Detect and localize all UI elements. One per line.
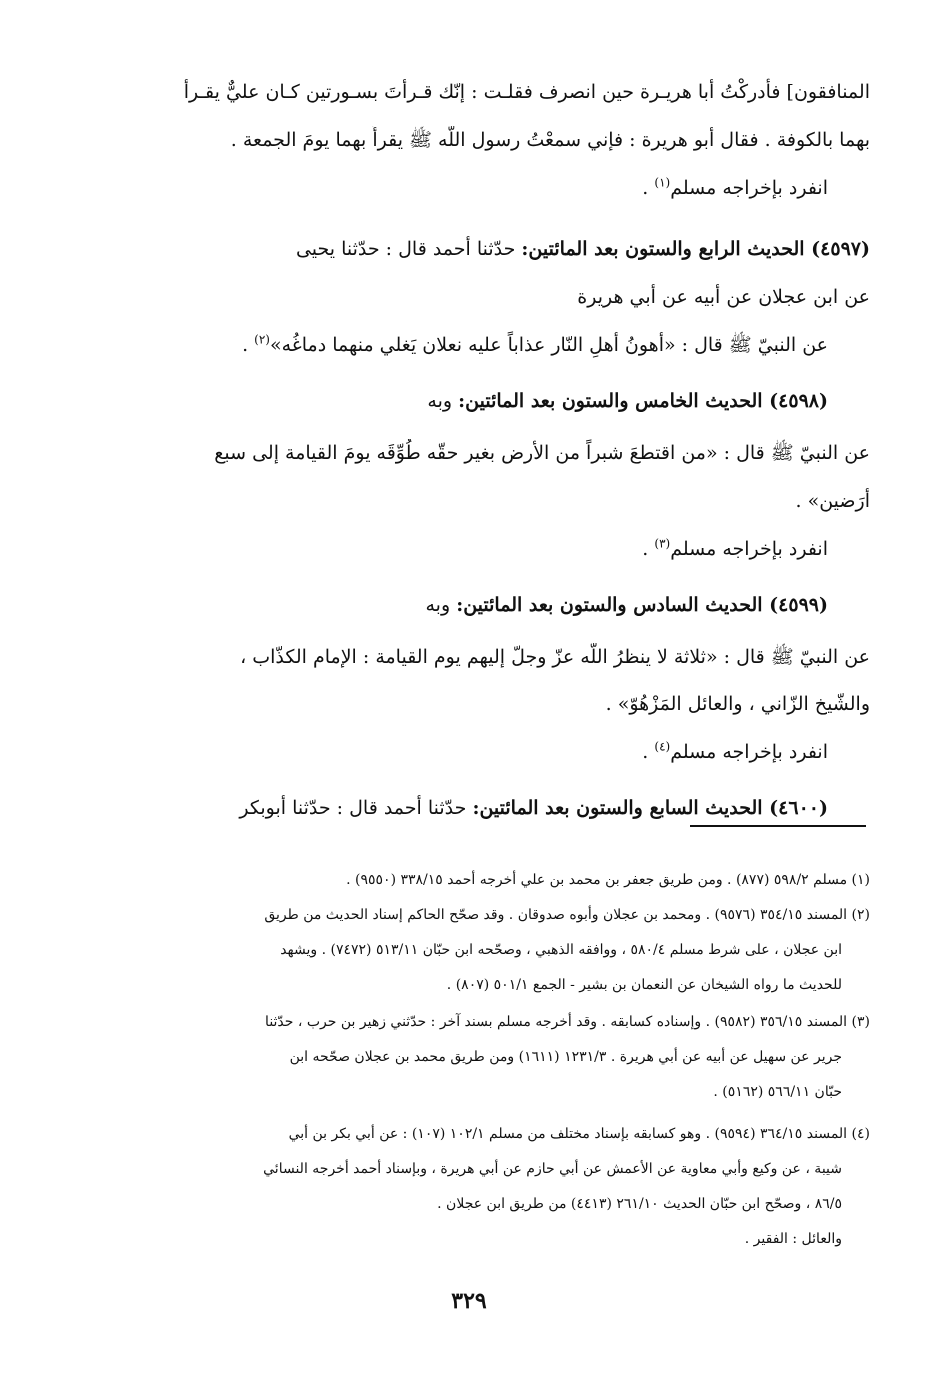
- body-line: بهما بالكوفة . فقال أبو هريرة : فإني سمعْتُ رسول اللّه ﷺ يقرأُ بهما يومَ الجمعة .: [230, 129, 870, 151]
- footnote-separator: [690, 825, 866, 827]
- footnote-line: حبّان ٥٦٦/١١ (٥١٦٢) .: [713, 1084, 842, 1100]
- body-line: انفرد بإخراجه مسلم$^{(١)}$ .: [642, 175, 828, 199]
- footnote-line: (٢) المسند ٣٥٤/١٥ (٩٥٧٦) . ومحمد بن عجلان وأبوه صدوقان . وقد صحّح الحاكم إسناد الحديث من طريق: [264, 907, 870, 923]
- body-line: أرَضين» .: [795, 490, 870, 512]
- footnote-line: (١) مسلم ٥٩٨/٢ (٨٧٧) . ومن طريق جعفر بن محمد بن علي أخرجه أحمد ٣٣٨/١٥ (٩٥٥٠) .: [346, 872, 870, 888]
- body-line: انفرد بإخراجه مسلم$^{(٣)}$ .: [642, 536, 828, 560]
- hadith-number: (٤٥٩٧): [811, 238, 870, 260]
- body-line: انفرد بإخراجه مسلم$^{(٤)}$ .: [642, 739, 828, 763]
- footnote-ref[interactable]: (١): [654, 175, 671, 190]
- footnote-line: (٤) المسند ٣٦٤/١٥ (٩٥٩٤) . وهو كسابقه بإسناد مختلف من مسلم ١٠٢/١ (١٠٧) : عن أبي بكر بن أبي: [288, 1126, 870, 1142]
- footnote-line: شيبة ، عن وكيع وأبي معاوية عن الأعمش عن أبي حازم عن أبي هريرة ، وبإسناد أحمد أخرجه النسائي: [263, 1161, 842, 1177]
- body-line: عن النبيّ ﷺ قال : «من اقتطعَ شبراً من الأرض بغير حقّه طُوِّقَه يومَ القيامة إلى سبع: [214, 442, 870, 464]
- hadith-title: الحديث الرابع والستون بعد المائتين:: [521, 238, 812, 260]
- body-line: عن النبيّ ﷺ قال : «أهونُ أهلِ النّار عذاباً عليه نعلان يَغلي منهما دماغُه»$^{(٢)}$ .: [242, 332, 828, 356]
- hadith-number: (٤٥٩٨): [769, 390, 828, 412]
- hadith-number: (٤٥٩٩): [769, 594, 828, 616]
- page-number: ٣٢٩: [451, 1288, 487, 1314]
- body-line: المنافقون] فأدركْتُ أبا هريـرة حين انصرف فقلـت : إنّك قـرأتَ بسـورتين كـان عليٌّ يقـرأ: [183, 81, 870, 103]
- hadith-title: الحديث الخامس والستون بعد المائتين:: [458, 390, 770, 412]
- footnote-line: جرير عن سهيل عن أبيه عن أبي هريرة . ١٢٣١/٣ (١٦١١) ومن طريق محمد بن عجلان صحّحه ابن: [289, 1049, 842, 1065]
- footnote-ref[interactable]: (٣): [654, 536, 671, 551]
- body-line: عن النبيّ ﷺ قال : «ثلاثة لا ينظرُ اللّه عزّ وجلّ إليهم يوم القيامة : الإمام الكذّاب ،: [240, 646, 870, 668]
- footnote-line: والعائل : الفقير .: [744, 1231, 842, 1247]
- hadith-heading: (٤٥٩٧) الحديث الرابع والستون بعد المائتين: حدّثنا أحمد قال : حدّثنا يحيى: [295, 238, 870, 260]
- hadith-title: الحديث السادس والستون بعد المائتين:: [456, 594, 770, 616]
- footnote-line: ٨٦/٥ ، وصحّح ابن حبّان الحديث ٢٦١/١٠ (٤٤١٣) من طريق ابن عجلان .: [437, 1196, 842, 1212]
- footnote-line: للحديث ما رواه الشيخان عن النعمان بن بشير - الجمع ٥٠١/١ (٨٠٧) .: [446, 977, 842, 993]
- footnote-line: (٣) المسند ٣٥٦/١٥ (٩٥٨٢) . وإسناده كسابقه . وقد أخرجه مسلم بسند آخر : حدّثني زهير بن حرب ، حدّثنا: [265, 1014, 870, 1030]
- hadith-heading: (٤٥٩٨) الحديث الخامس والستون بعد المائتين: وبه: [427, 390, 828, 412]
- footnote-ref[interactable]: (٤): [654, 739, 671, 754]
- hadith-title: الحديث السابع والستون بعد المائتين:: [472, 797, 770, 819]
- hadith-number: (٤٦٠٠): [769, 797, 828, 819]
- hadith-heading: (٤٦٠٠) الحديث السابع والستون بعد المائتين: حدّثنا أحمد قال : حدّثنا أبوبكر: [239, 797, 828, 819]
- footnote-ref[interactable]: (٢): [254, 332, 270, 347]
- body-line: عن ابن عجلان عن أبيه عن أبي هريرة: [577, 286, 870, 308]
- hadith-heading: (٤٥٩٩) الحديث السادس والستون بعد المائتين: وبه: [425, 594, 828, 616]
- footnote-line: ابن عجلان ، على شرط مسلم ٥٨٠/٤ ، ووافقه الذهبي ، وصحّحه ابن حبّان ٥١٣/١١ (٧٤٧٢) . ويشهد: [280, 942, 842, 958]
- body-line: والشّيخ الزّاني ، والعائل المَزْهُوّ» .: [605, 693, 870, 715]
